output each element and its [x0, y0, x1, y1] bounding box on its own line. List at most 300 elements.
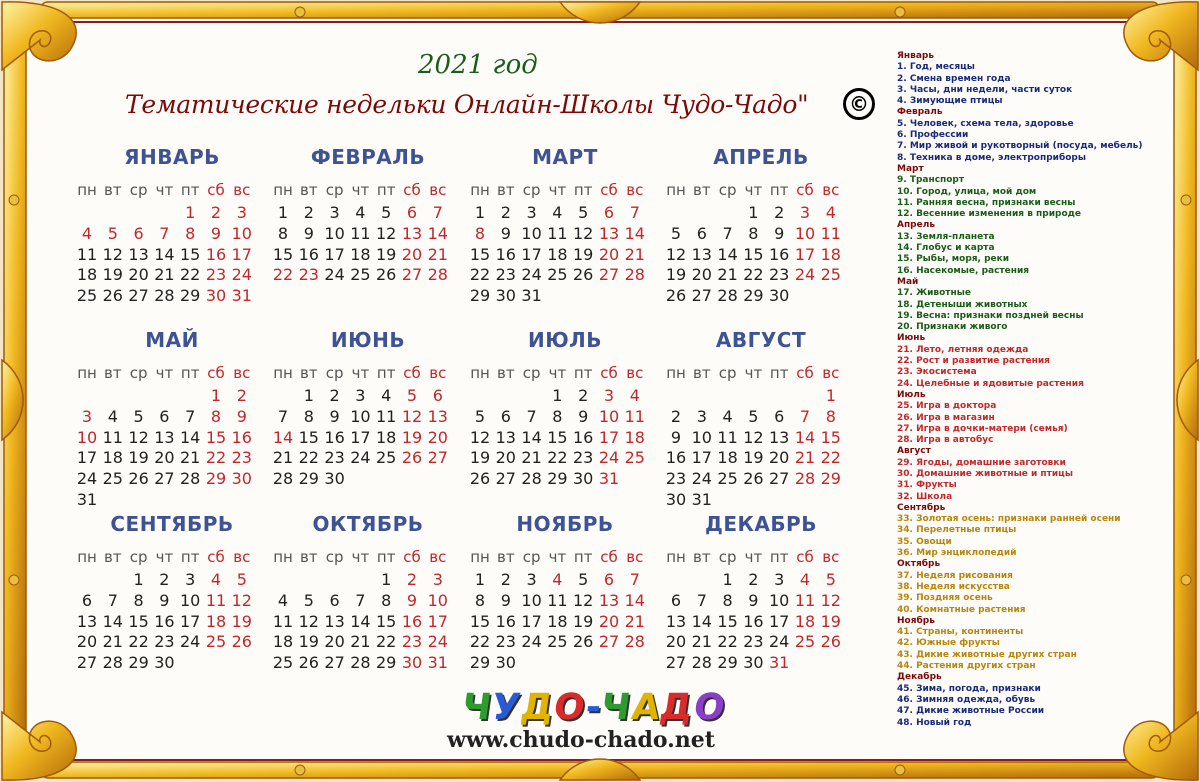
day-cell: 13	[598, 223, 620, 243]
weekday-label: вс	[822, 181, 840, 199]
day-cell: 21	[272, 448, 294, 468]
chudo-chado-logo	[459, 687, 729, 728]
theme-item: 42. Южные фрукты	[897, 638, 1000, 649]
logo-letter: О	[690, 687, 729, 728]
day-cell: 7	[696, 590, 707, 610]
weekday-label: ср	[129, 181, 148, 199]
day-cell: 6	[603, 570, 615, 589]
day-cell: 30	[573, 469, 594, 489]
weekday-label: ср	[325, 364, 344, 382]
day-cell: 12	[128, 427, 149, 447]
day-cell: 3	[432, 570, 443, 589]
day-cell: 18	[205, 611, 227, 631]
day-cell: 26	[743, 469, 764, 489]
theme-item: 29. Ягоды, домашние заготовки	[897, 457, 1066, 468]
theme-item: 45. Зима, погода, признаки	[897, 683, 1041, 694]
day-cell: 12	[102, 244, 123, 264]
theme-item: 30. Домашние животные и птицы	[897, 468, 1073, 479]
day-cell: 5	[578, 203, 589, 222]
day-cell: 11	[376, 406, 397, 426]
day-cell: 22	[469, 265, 491, 285]
day-cell: 5	[578, 570, 589, 589]
day-cell: 8	[210, 406, 222, 426]
weekday-label: пн	[470, 364, 490, 382]
day-cell: 20	[691, 265, 712, 285]
weekday-label: вт	[104, 181, 122, 199]
day-cell: 4	[552, 203, 563, 222]
day-cell: 25	[350, 265, 371, 285]
theme-item: 41. Страны, континенты	[897, 627, 1024, 638]
theme-item: 10. Город, улица, мой дом	[897, 186, 1037, 197]
weekday-label: ср	[325, 548, 344, 566]
weekday-label: чт	[155, 364, 174, 382]
day-cell: 12	[665, 244, 687, 264]
day-cell: 2	[329, 386, 340, 405]
theme-item: Июль	[897, 389, 926, 400]
day-cell: 2	[210, 203, 222, 222]
day-cell: 27	[665, 653, 687, 673]
weekday-label: сб	[600, 181, 618, 199]
day-cell: 28	[691, 653, 712, 673]
weekday-label: сб	[600, 548, 618, 566]
day-cell: 22	[205, 448, 227, 468]
weekday-label: ср	[129, 548, 148, 566]
day-cell: 27	[128, 286, 149, 306]
weekday-label: пн	[273, 181, 293, 199]
day-cell: 1	[722, 570, 733, 589]
weekday-label: вс	[626, 181, 644, 199]
day-cell: 9	[159, 590, 170, 610]
theme-item: 3. Часы, дни недели, части суток	[897, 84, 1073, 95]
day-cell: 9	[500, 590, 511, 610]
theme-item: 2. Смена времен года	[897, 73, 1011, 84]
day-cell: 1	[277, 203, 289, 222]
theme-item: 34. Перелетные птицы	[897, 525, 1017, 536]
day-cell: 8	[748, 223, 759, 243]
day-cell: 24	[76, 469, 98, 489]
weekday-label: вт	[300, 181, 318, 199]
theme-item: 8. Техника в доме, электроприборы	[897, 152, 1086, 163]
day-cell: 26	[298, 653, 319, 673]
day-cell: 3	[355, 386, 366, 405]
weekday-label: сб	[207, 548, 225, 566]
weekday-label: пн	[77, 364, 97, 382]
day-cell: 20	[427, 427, 448, 447]
day-cell: 23	[495, 632, 516, 652]
weekday-label: вт	[104, 548, 122, 566]
theme-item: Сентябрь	[897, 502, 946, 513]
weekday-label: вт	[693, 548, 711, 566]
day-cell: 11	[205, 590, 227, 610]
day-cell: 17	[598, 427, 620, 447]
day-cell: 24	[794, 265, 816, 285]
day-cell: 20	[154, 448, 175, 468]
weekday-label: чт	[548, 548, 567, 566]
theme-item: Август	[897, 446, 931, 457]
month-name: АВГУСТ	[715, 328, 807, 352]
weekday-label: ср	[129, 364, 148, 382]
weekday-label: пт	[769, 364, 789, 382]
day-cell: 21	[717, 265, 738, 285]
day-cell: 1	[474, 570, 486, 589]
day-cell: 4	[107, 406, 118, 426]
day-cell: 25	[547, 632, 568, 652]
day-cell: 19	[376, 244, 397, 264]
theme-item: 5. Человек, схема тела, здоровье	[897, 118, 1074, 129]
day-cell: 10	[521, 590, 542, 610]
weekday-label: ср	[718, 548, 737, 566]
day-cell: 25	[272, 653, 294, 673]
day-cell: 5	[381, 203, 392, 222]
day-cell: 13	[154, 427, 175, 447]
day-cell: 24	[324, 265, 345, 285]
theme-item: 31. Фрукты	[897, 480, 957, 491]
day-cell: 22	[717, 632, 738, 652]
weekday-label: вс	[233, 548, 251, 566]
day-cell: 16	[743, 611, 764, 631]
day-cell: 19	[573, 611, 594, 631]
day-cell: 12	[376, 223, 397, 243]
day-cell: 20	[401, 244, 423, 264]
weekday-label: вс	[822, 364, 840, 382]
weekday-label: пт	[573, 181, 593, 199]
weekday-label: пн	[666, 181, 686, 199]
weekday-label: вс	[233, 364, 251, 382]
weekday-label: чт	[744, 548, 763, 566]
day-cell: 11	[547, 590, 568, 610]
day-cell: 6	[670, 590, 682, 610]
day-cell: 28	[624, 632, 645, 652]
day-cell: 6	[500, 406, 511, 426]
logo-letter: У	[489, 687, 524, 728]
weekday-label: вс	[429, 364, 447, 382]
weekday-label: ср	[718, 181, 737, 199]
day-cell: 21	[521, 448, 542, 468]
day-cell: 15	[272, 244, 294, 264]
day-cell: 13	[495, 427, 516, 447]
day-cell: 30	[495, 653, 516, 673]
month-name: ЯНВАРЬ	[124, 145, 220, 169]
logo-letter: -	[582, 687, 605, 728]
day-cell: 18	[794, 611, 816, 631]
theme-item: 26. Игра в магазин	[897, 412, 995, 423]
day-cell: 7	[107, 590, 118, 610]
day-cell: 25	[717, 469, 738, 489]
weekday-label: ср	[522, 548, 541, 566]
day-cell: 7	[185, 406, 196, 426]
day-cell: 10	[691, 427, 712, 447]
day-cell: 31	[427, 653, 448, 673]
logo-letter: Ч	[598, 687, 635, 728]
day-cell: 24	[598, 448, 620, 468]
day-cell: 1	[381, 570, 392, 589]
day-cell: 15	[717, 611, 738, 631]
day-cell: 16	[298, 244, 319, 264]
day-cell: 4	[552, 570, 563, 589]
day-cell: 23	[231, 448, 252, 468]
day-cell: 8	[552, 406, 563, 426]
day-cell: 20	[769, 448, 790, 468]
theme-item: 46. Зимняя одежда, обувь	[897, 694, 1036, 705]
day-cell: 28	[272, 469, 294, 489]
theme-item: 28. Игра в автобус	[897, 435, 994, 446]
day-cell: 8	[722, 590, 733, 610]
day-cell: 22	[469, 632, 491, 652]
day-cell: 4	[210, 570, 222, 589]
day-cell: 23	[665, 469, 687, 489]
day-cell: 28	[102, 653, 123, 673]
day-cell: 23	[205, 265, 227, 285]
theme-item: Декабрь	[897, 672, 942, 683]
theme-item: Февраль	[897, 107, 943, 118]
weekday-label: ср	[325, 181, 344, 199]
weekday-label: пт	[376, 181, 396, 199]
day-cell: 14	[102, 611, 123, 631]
day-cell: 30	[495, 286, 516, 306]
day-cell: 3	[526, 203, 537, 222]
day-cell: 13	[128, 244, 149, 264]
day-cell: 30	[205, 286, 227, 306]
day-cell: 8	[381, 590, 392, 610]
day-cell: 19	[128, 448, 149, 468]
day-cell: 15	[298, 427, 319, 447]
day-cell: 18	[376, 427, 397, 447]
day-cell: 3	[799, 203, 811, 222]
day-cell: 24	[180, 632, 201, 652]
day-cell: 18	[102, 448, 123, 468]
weekday-label: ср	[718, 364, 737, 382]
day-cell: 5	[406, 386, 418, 405]
theme-item: 7. Мир живой и рукотворный (посуда, мебель)	[897, 141, 1143, 152]
day-cell: 19	[820, 611, 841, 631]
day-cell: 3	[236, 203, 247, 222]
day-cell: 24	[521, 632, 542, 652]
weekday-label: ср	[522, 364, 541, 382]
day-cell: 13	[401, 223, 423, 243]
day-cell: 29	[717, 653, 738, 673]
day-cell: 26	[376, 265, 397, 285]
day-cell: 31	[76, 490, 98, 509]
day-cell: 19	[401, 427, 423, 447]
day-cell: 30	[324, 469, 345, 489]
day-cell: 4	[722, 406, 733, 426]
month-name: МАЙ	[145, 328, 199, 352]
day-cell: 23	[401, 632, 423, 652]
day-cell: 10	[598, 406, 620, 426]
theme-item: 25. Игра в доктора	[897, 401, 997, 412]
day-cell: 28	[794, 469, 816, 489]
weekday-label: пт	[180, 364, 200, 382]
day-cell: 2	[159, 570, 170, 589]
theme-item: 20. Признаки живого	[897, 322, 1008, 333]
theme-item: 17. Животные	[897, 288, 971, 299]
day-cell: 14	[624, 590, 645, 610]
weekday-label: пт	[573, 364, 593, 382]
day-cell: 2	[500, 570, 511, 589]
weekday-label: чт	[155, 548, 174, 566]
day-cell: 25	[624, 448, 645, 468]
day-cell: 22	[547, 448, 568, 468]
day-cell: 27	[154, 469, 175, 489]
day-cell: 2	[500, 203, 511, 222]
weekday-label: сб	[403, 181, 421, 199]
theme-item: 21. Лето, летняя одежда	[897, 344, 1029, 355]
day-cell: 18	[76, 265, 98, 285]
day-cell: 24	[350, 448, 371, 468]
day-cell: 22	[180, 265, 201, 285]
day-cell: 7	[629, 570, 640, 589]
day-cell: 17	[794, 244, 816, 264]
weekday-label: пт	[180, 548, 200, 566]
site-url: www.chudo-chado.net	[447, 727, 715, 753]
day-cell: 7	[722, 223, 733, 243]
day-cell: 28	[350, 653, 371, 673]
day-cell: 25	[794, 632, 816, 652]
day-cell: 30	[769, 286, 790, 306]
day-cell: 6	[696, 223, 707, 243]
weekday-label: вт	[104, 364, 122, 382]
weekday-label: вс	[233, 181, 251, 199]
day-cell: 9	[748, 590, 759, 610]
day-cell: 15	[469, 244, 491, 264]
logo-letter: Д	[517, 687, 557, 728]
day-cell: 16	[769, 244, 790, 264]
day-cell: 6	[603, 203, 615, 222]
day-cell: 6	[406, 203, 418, 222]
day-cell: 11	[350, 223, 371, 243]
theme-item: 48. Новый год	[897, 717, 972, 728]
day-cell: 26	[128, 469, 149, 489]
theme-item: 16. Насекомые, растения	[897, 265, 1030, 276]
theme-item: 13. Земля-планета	[897, 231, 995, 242]
day-cell: 24	[427, 632, 448, 652]
day-cell: 21	[624, 244, 645, 264]
day-cell: 29	[469, 653, 491, 673]
weekday-label: чт	[744, 181, 763, 199]
day-cell: 12	[401, 406, 423, 426]
day-cell: 14	[521, 427, 542, 447]
day-cell: 21	[794, 448, 816, 468]
day-cell: 10	[76, 427, 98, 447]
day-cell: 31	[691, 490, 712, 509]
day-cell: 8	[303, 406, 314, 426]
day-cell: 28	[427, 265, 448, 285]
day-cell: 9	[406, 590, 418, 610]
weekday-label: вт	[693, 181, 711, 199]
page-title: Тематические недельки Онлайн-Школы Чудо-Чадо"	[125, 90, 809, 119]
weekday-label: пн	[470, 181, 490, 199]
day-cell: 29	[469, 286, 491, 306]
day-cell: 15	[205, 427, 227, 447]
day-cell: 20	[665, 632, 687, 652]
weekday-label: пт	[769, 181, 789, 199]
logo-letter: А	[628, 687, 664, 728]
day-cell: 6	[329, 590, 340, 610]
day-cell: 7	[277, 406, 289, 426]
day-cell: 13	[691, 244, 712, 264]
day-cell: 11	[820, 223, 841, 243]
day-cell: 17	[691, 448, 712, 468]
day-cell: 13	[324, 611, 345, 631]
day-cell: 30	[231, 469, 252, 489]
day-cell: 17	[324, 244, 345, 264]
day-cell: 4	[799, 570, 811, 589]
theme-item: 19. Весна: признаки поздней весны	[897, 310, 1084, 321]
weekday-label: сб	[207, 181, 225, 199]
day-cell: 6	[81, 590, 93, 610]
day-cell: 1	[210, 386, 222, 405]
day-cell: 4	[629, 386, 640, 405]
day-cell: 22	[298, 448, 319, 468]
theme-item: 40. Комнатные растения	[897, 604, 1026, 615]
weekday-label: пн	[666, 548, 686, 566]
day-cell: 1	[748, 203, 759, 222]
day-cell: 26	[401, 448, 423, 468]
day-cell: 10	[794, 223, 816, 243]
logo-letter: О	[551, 687, 589, 728]
weekday-label: чт	[351, 181, 370, 199]
theme-item: 32. Школа	[897, 491, 953, 502]
day-cell: 20	[495, 448, 516, 468]
day-cell: 3	[329, 203, 340, 222]
year-heading: 2021 год	[418, 50, 538, 80]
day-cell: 23	[743, 632, 764, 652]
day-cell: 5	[474, 406, 486, 426]
theme-item: Ноябрь	[897, 615, 935, 626]
day-cell: 14	[624, 223, 645, 243]
day-cell: 15	[180, 244, 201, 264]
day-cell: 11	[717, 427, 738, 447]
day-cell: 15	[469, 611, 491, 631]
day-cell: 23	[154, 632, 175, 652]
day-cell: 1	[185, 203, 196, 222]
day-cell: 22	[376, 632, 397, 652]
day-cell: 21	[624, 611, 645, 631]
day-cell: 5	[236, 570, 247, 589]
day-cell: 4	[355, 203, 366, 222]
weekday-label: пт	[180, 181, 200, 199]
weekday-label: вт	[497, 181, 515, 199]
day-cell: 15	[820, 427, 841, 447]
day-cell: 14	[154, 244, 175, 264]
day-cell: 17	[76, 448, 98, 468]
theme-item: 23. Экосистема	[897, 367, 977, 378]
day-cell: 13	[427, 406, 448, 426]
day-cell: 6	[432, 386, 443, 405]
day-cell: 16	[665, 448, 687, 468]
month-name: НОЯБРЬ	[516, 512, 614, 536]
day-cell: 14	[180, 427, 201, 447]
day-cell: 25	[376, 448, 397, 468]
day-cell: 14	[691, 611, 712, 631]
day-cell: 24	[691, 469, 712, 489]
day-cell: 2	[236, 386, 247, 405]
day-cell: 7	[526, 406, 537, 426]
day-cell: 2	[406, 570, 418, 589]
day-cell: 24	[521, 265, 542, 285]
day-cell: 27	[427, 448, 448, 468]
day-cell: 17	[521, 611, 542, 631]
weekday-label: пн	[470, 548, 490, 566]
day-cell: 22	[743, 265, 764, 285]
day-cell: 20	[128, 265, 149, 285]
weekday-label: вс	[822, 548, 840, 566]
day-cell: 17	[427, 611, 448, 631]
day-cell: 5	[825, 570, 836, 589]
day-cell: 18	[272, 632, 294, 652]
day-cell: 18	[717, 448, 738, 468]
day-cell: 16	[231, 427, 252, 447]
